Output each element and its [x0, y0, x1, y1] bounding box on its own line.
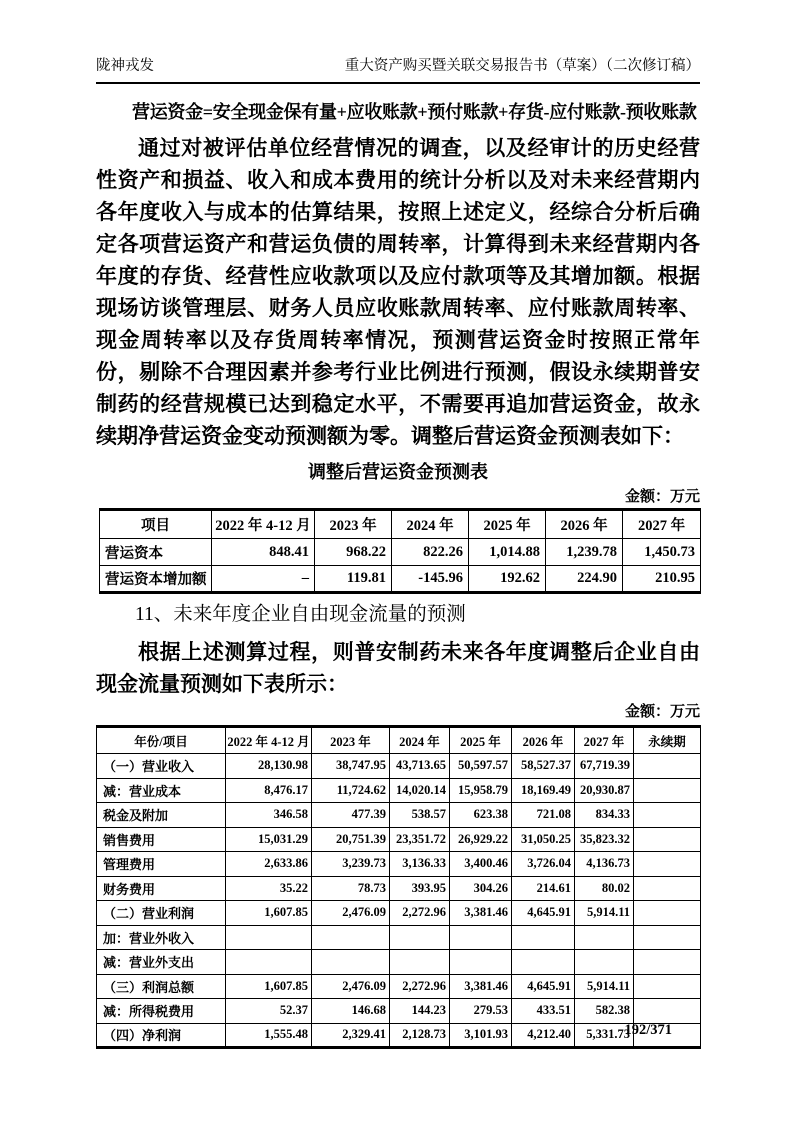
column-header: 2026 年 — [546, 510, 623, 539]
column-header: 2027 年 — [623, 510, 701, 539]
table-cell: 2,128.73 — [390, 1023, 450, 1048]
table-header-row — [100, 510, 701, 539]
table-cell — [226, 950, 312, 975]
table-cell: 3,136.33 — [390, 852, 450, 877]
row-label: 税金及附加 — [97, 803, 226, 828]
table-cell: 3,400.46 — [450, 852, 512, 877]
column-header: 2026 年 — [512, 727, 575, 754]
table-cell: 1,239.78 — [546, 539, 623, 566]
table-cell: 214.61 — [512, 876, 575, 901]
table-cell: 1,555.48 — [226, 1023, 312, 1048]
row-label: 减：营业成本 — [97, 778, 226, 803]
column-header: 永续期 — [634, 727, 701, 754]
table-cell — [450, 925, 512, 950]
row-label: 管理费用 — [97, 852, 226, 877]
column-header: 2024 年 — [392, 510, 469, 539]
table-cell: 28,130.98 — [226, 754, 312, 779]
column-header: 项目 — [100, 510, 212, 539]
table-row — [100, 539, 701, 566]
table-cell: 67,719.39 — [575, 754, 634, 779]
table-cell — [312, 950, 390, 975]
table-cell: – — [212, 566, 315, 593]
table-cell: 1,450.73 — [623, 539, 701, 566]
table-cell: 3,239.73 — [312, 852, 390, 877]
table-cell — [575, 950, 634, 975]
table-row — [97, 901, 701, 926]
table-cell: 52.37 — [226, 999, 312, 1024]
table-cell: 5,331.73 — [575, 1023, 634, 1048]
table-cell: 1,607.85 — [226, 974, 312, 999]
paragraph-working-capital-analysis: 通过对被评估单位经营情况的调查，以及经审计的历史经营性资产和损益、收入和成本费用的统计分析以及对未来经营期内各年度收入与成本的估算结果，按照上述定义，经综合分析后确定各项营运资产和营运负债的周转率，计算得到未来经营期内各年度的存货、经营性应收款项以及应付款项等及其增加额。根据现场访谈管理层、财务人员应收账款周转率、应付账款周转率、现金周转率以及存货周转率情况，预测营运资金时按照正常年份，剔除不合理因素并参考行业比例进行预测，假设永续期普安制药的经营规模已达到稳定水平，不需要再追加营运资金，故永续期净营运资金变动预测额为零。调整后营运资金预测表如下： — [96, 136, 700, 448]
table-cell — [634, 950, 701, 975]
unit-note-fcf: 金额：万元 — [624, 704, 700, 720]
table-row — [97, 852, 701, 877]
table-cell: 23,351.72 — [390, 827, 450, 852]
table-cell: 582.38 — [575, 999, 634, 1024]
row-label: 减：所得税费用 — [97, 999, 226, 1024]
table-cell: 119.81 — [315, 566, 392, 593]
column-header: 2027 年 — [575, 727, 634, 754]
table-cell: 2,272.96 — [390, 974, 450, 999]
page-number: 192/371 — [624, 1022, 672, 1038]
table-cell: 822.26 — [392, 539, 469, 566]
column-header: 2025 年 — [469, 510, 546, 539]
table-cell: 5,914.11 — [575, 974, 634, 999]
table-cell: 3,381.46 — [450, 974, 512, 999]
row-label: 财务费用 — [97, 876, 226, 901]
column-header: 2025 年 — [450, 727, 512, 754]
table-row — [97, 876, 701, 901]
table-cell — [512, 925, 575, 950]
table-cell: 279.53 — [450, 999, 512, 1024]
unit-note-working-capital: 金额：万元 — [624, 489, 700, 505]
working-capital-forecast-table — [99, 508, 701, 594]
table-cell: 2,476.09 — [312, 974, 390, 999]
table-cell — [634, 925, 701, 950]
table-cell: 14,020.14 — [390, 778, 450, 803]
table-cell: 20,751.39 — [312, 827, 390, 852]
table-cell: 1,607.85 — [226, 901, 312, 926]
table-cell: 393.95 — [390, 876, 450, 901]
working-capital-formula: 营运资金=安全现金保有量+应收账款+预付账款+存货-应付账款-预收账款 — [132, 102, 697, 122]
table-cell — [634, 852, 701, 877]
table-row — [97, 1023, 701, 1048]
header-doc-short-title: 陇神戎发 — [96, 58, 154, 74]
column-header: 2024 年 — [390, 727, 450, 754]
row-label: 营运资本 — [100, 539, 212, 566]
table-cell: 3,381.46 — [450, 901, 512, 926]
column-header: 2023 年 — [315, 510, 392, 539]
row-label: （二）营业利润 — [97, 901, 226, 926]
table-cell: 4,645.91 — [512, 974, 575, 999]
table-cell: 2,633.86 — [226, 852, 312, 877]
table-title-adjusted-working-capital: 调整后营运资金预测表 — [308, 462, 488, 482]
table-cell — [575, 925, 634, 950]
table-cell: 192.62 — [469, 566, 546, 593]
column-header: 年份/项目 — [97, 727, 226, 754]
table-row — [97, 827, 701, 852]
table-cell: 4,212.40 — [512, 1023, 575, 1048]
table-cell: 538.57 — [390, 803, 450, 828]
table-cell: 35.22 — [226, 876, 312, 901]
table-row — [97, 803, 701, 828]
table-cell — [226, 925, 312, 950]
table-cell — [390, 950, 450, 975]
row-label: 销售费用 — [97, 827, 226, 852]
table-cell: 834.33 — [575, 803, 634, 828]
table-cell: 623.38 — [450, 803, 512, 828]
table-cell: 2,329.41 — [312, 1023, 390, 1048]
table-cell: 477.39 — [312, 803, 390, 828]
header-doc-full-title: 重大资产购买暨关联交易报告书（草案）（二次修订稿） — [344, 58, 700, 74]
table-cell — [634, 974, 701, 999]
table-cell: 346.58 — [226, 803, 312, 828]
table-cell: 15,031.29 — [226, 827, 312, 852]
table-cell: 4,645.91 — [512, 901, 575, 926]
table-cell — [634, 827, 701, 852]
table-cell — [634, 876, 701, 901]
table-cell: 3,101.93 — [450, 1023, 512, 1048]
table-cell: 2,476.09 — [312, 901, 390, 926]
row-label: 加：营业外收入 — [97, 925, 226, 950]
table-row — [97, 925, 701, 950]
table-cell: 2,272.96 — [390, 901, 450, 926]
table-cell: 1,014.88 — [469, 539, 546, 566]
table-header-row — [97, 727, 701, 754]
table-cell: 5,914.11 — [575, 901, 634, 926]
page-content — [96, 98, 700, 1049]
table-cell: 50,597.57 — [450, 754, 512, 779]
table-cell: 31,050.25 — [512, 827, 575, 852]
table-cell — [450, 950, 512, 975]
page-header — [96, 54, 700, 84]
table-cell: 144.23 — [390, 999, 450, 1024]
table-cell: 4,136.73 — [575, 852, 634, 877]
table-cell: 26,929.22 — [450, 827, 512, 852]
section-heading-11: 11、未来年度企业自由现金流量的预测 — [135, 604, 466, 625]
row-label: 减：营业外支出 — [97, 950, 226, 975]
row-label: （三）利润总额 — [97, 974, 226, 999]
table-cell: 224.90 — [546, 566, 623, 593]
table-row — [97, 974, 701, 999]
column-header: 2023 年 — [312, 727, 390, 754]
table-cell — [634, 901, 701, 926]
table-cell: 721.08 — [512, 803, 575, 828]
table-row — [100, 566, 701, 593]
table-cell: 20,930.87 — [575, 778, 634, 803]
table-row — [97, 999, 701, 1024]
table-cell — [634, 778, 701, 803]
table-cell: 38,747.95 — [312, 754, 390, 779]
table-cell: 146.68 — [312, 999, 390, 1024]
table-cell — [634, 754, 701, 779]
table-cell: 58,527.37 — [512, 754, 575, 779]
table-cell: 80.02 — [575, 876, 634, 901]
row-label: （四）净利润 — [97, 1023, 226, 1048]
fcf-forecast-table — [96, 725, 701, 1049]
table-cell: 43,713.65 — [390, 754, 450, 779]
table-cell: 15,958.79 — [450, 778, 512, 803]
table-row — [97, 778, 701, 803]
table-cell: 78.73 — [312, 876, 390, 901]
table-cell — [634, 999, 701, 1024]
table-row — [97, 950, 701, 975]
table-cell: 433.51 — [512, 999, 575, 1024]
table-cell — [312, 925, 390, 950]
paragraph-fcf-intro: 根据上述测算过程，则普安制药未来各年度调整后企业自由现金流量预测如下表所示： — [96, 640, 700, 696]
table-cell: 18,169.49 — [512, 778, 575, 803]
table-cell: 35,823.32 — [575, 827, 634, 852]
table-cell: 11,724.62 — [312, 778, 390, 803]
table-cell — [390, 925, 450, 950]
table-cell: -145.96 — [392, 566, 469, 593]
column-header: 2022 年 4-12 月 — [226, 727, 312, 754]
table-cell: 8,476.17 — [226, 778, 312, 803]
row-label: 营运资本增加额 — [100, 566, 212, 593]
table-cell — [634, 803, 701, 828]
table-cell: 848.41 — [212, 539, 315, 566]
table-cell: 210.95 — [623, 566, 701, 593]
table-cell — [512, 950, 575, 975]
table-cell: 304.26 — [450, 876, 512, 901]
table-row — [97, 754, 701, 779]
table-cell: 3,726.04 — [512, 852, 575, 877]
table-cell: 968.22 — [315, 539, 392, 566]
row-label: （一）营业收入 — [97, 754, 226, 779]
column-header: 2022 年 4-12 月 — [212, 510, 315, 539]
